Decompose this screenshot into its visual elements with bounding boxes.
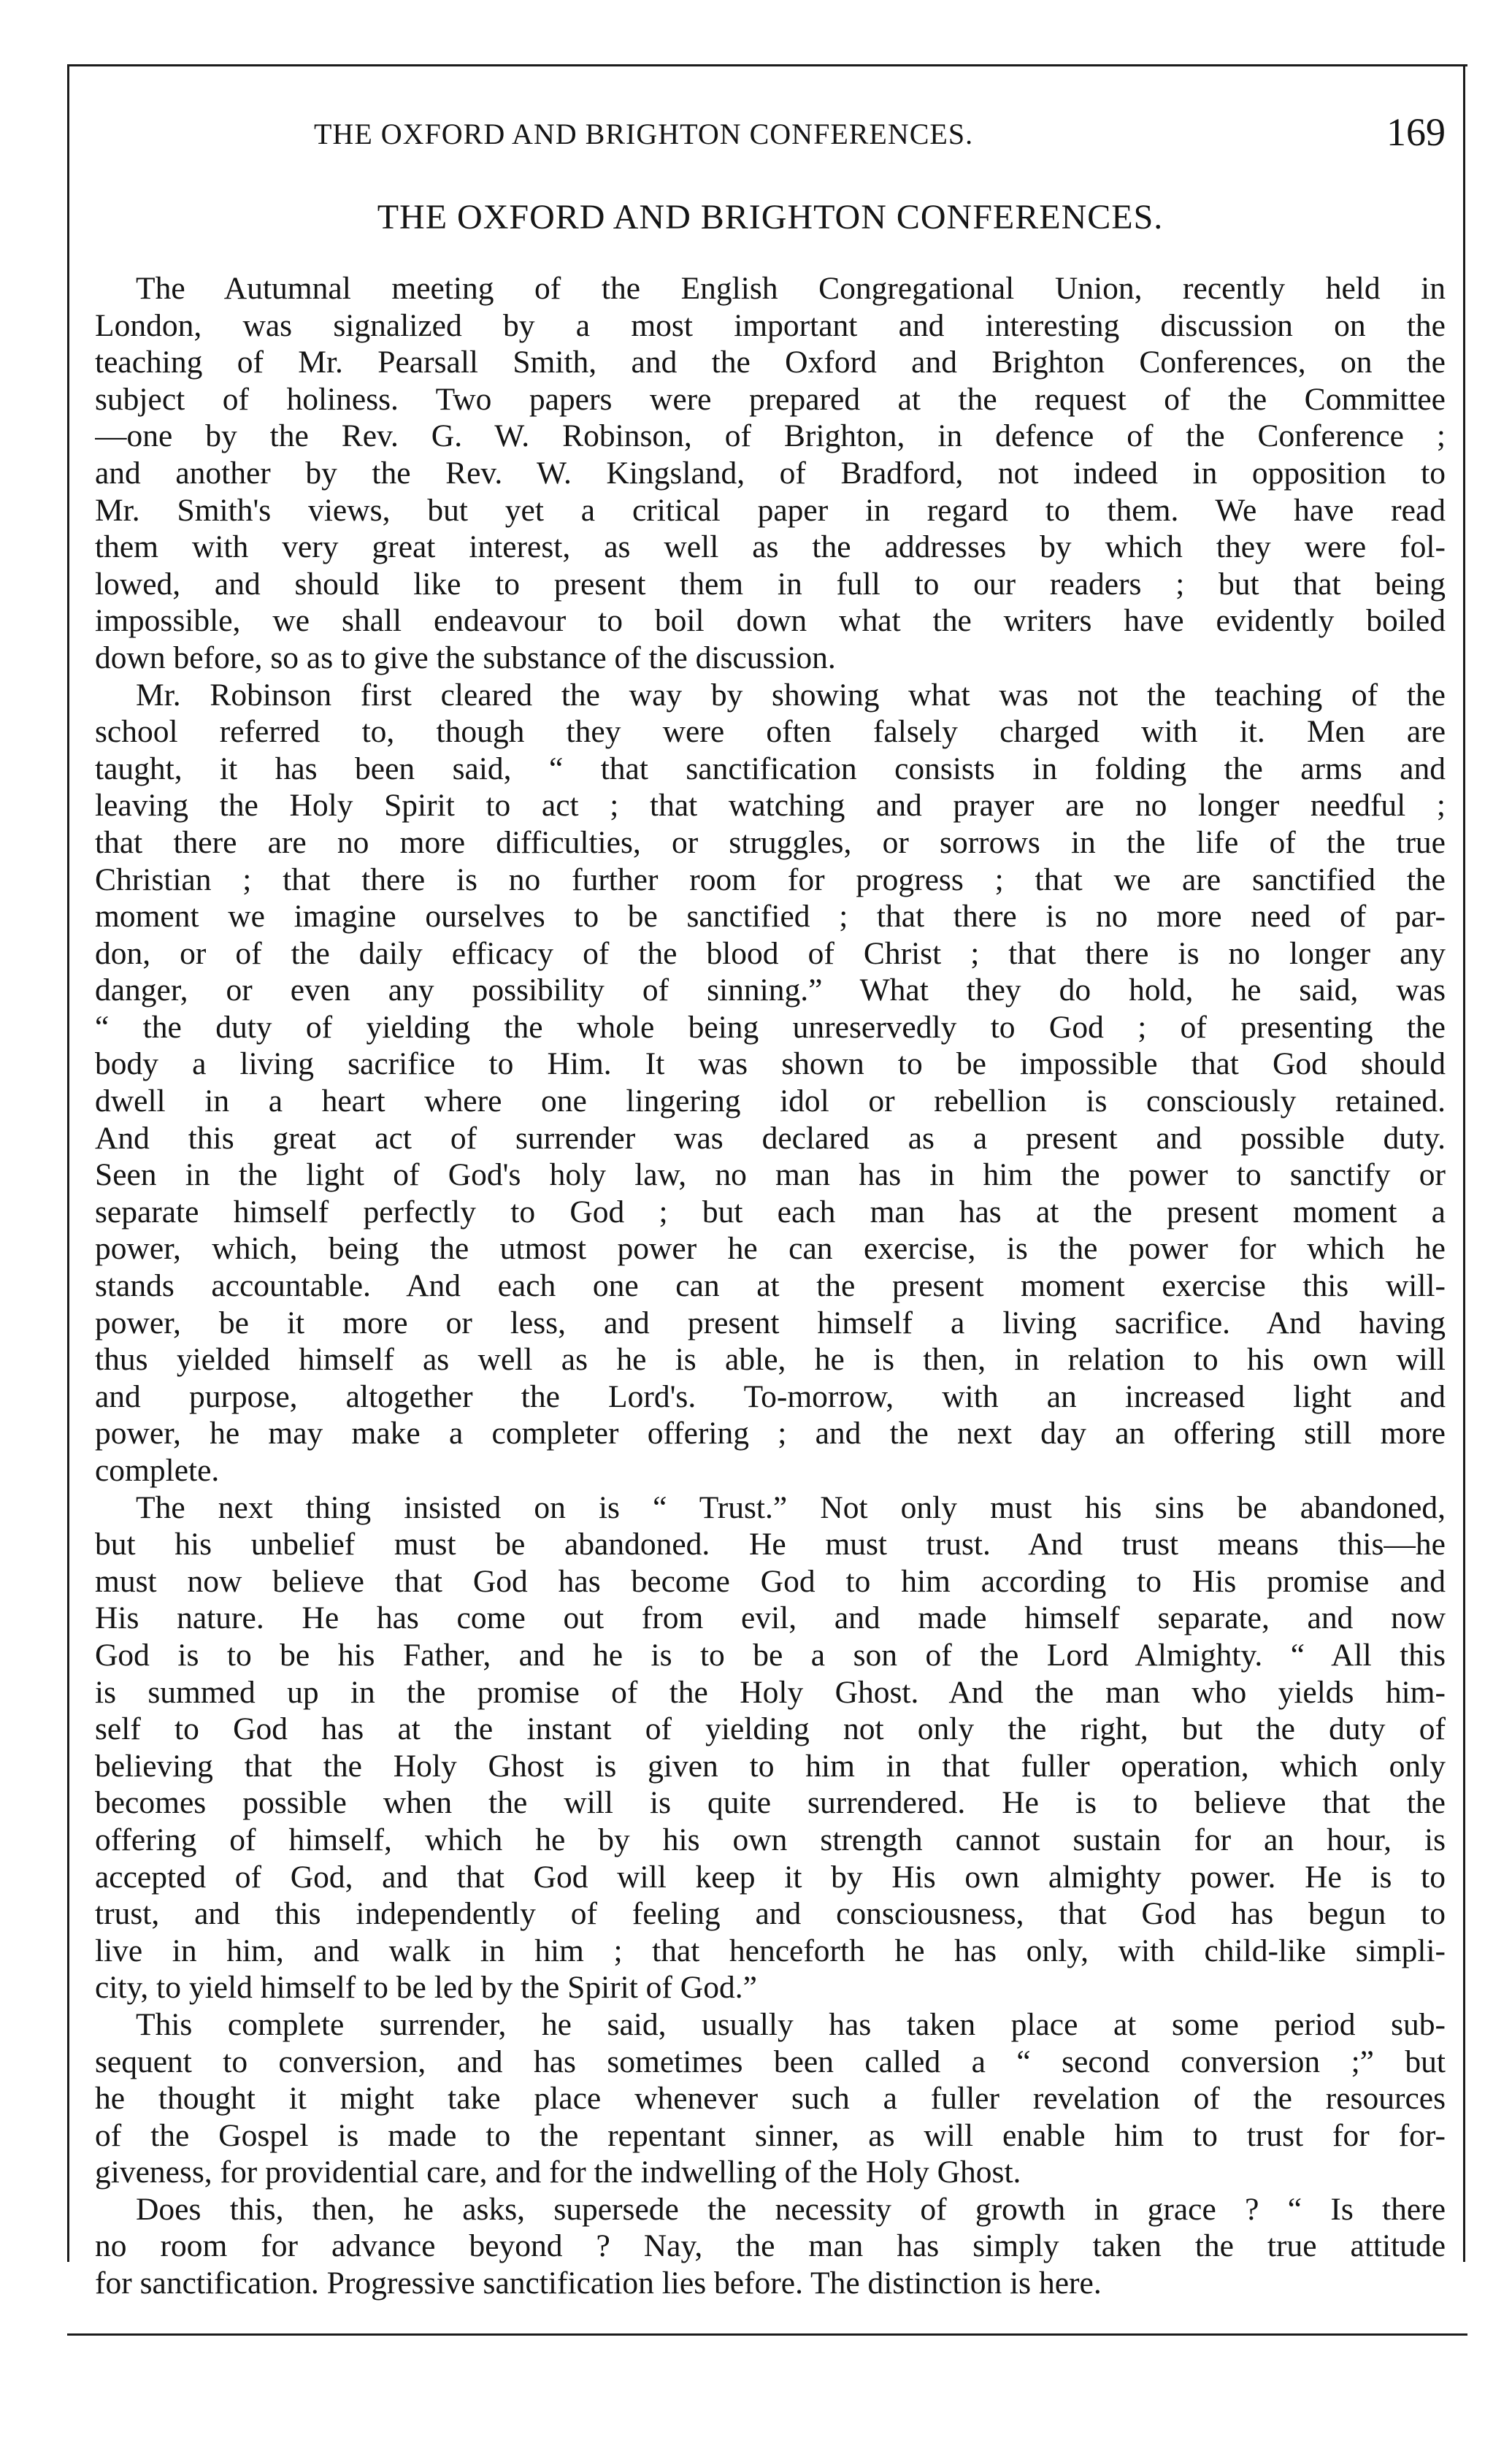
text-line: impossible, we shall endeavour to boil down what the writers have evidently boiled	[95, 603, 1446, 639]
text-line: school referred to, though they were often falsely charged with it. Men are	[95, 714, 1446, 750]
article-body	[95, 270, 1446, 2302]
paragraph	[95, 2191, 1446, 2302]
text-line: subject of holiness. Two papers were prepared at the request of the Committee	[95, 381, 1446, 417]
text-line: sequent to conversion, and has sometimes been called a “ second conversion ;” but	[95, 2044, 1446, 2079]
text-line: —one by the Rev. G. W. Robinson, of Brighton, in defence of the Conference ;	[95, 418, 1446, 454]
paragraph	[95, 270, 1446, 677]
left-rule	[67, 64, 69, 2262]
running-title: THE OXFORD AND BRIGHTON CONFERENCES.	[314, 118, 974, 150]
text-line: London, was signalized by a most important and interesting discussion on the	[95, 307, 1446, 343]
text-line: Mr. Smith's views, but yet a critical paper in regard to them. We have read	[95, 492, 1446, 528]
top-rule	[67, 64, 1467, 66]
text-line: self to God has at the instant of yielding not only the right, but the duty of	[95, 1711, 1446, 1747]
text-line: believing that the Holy Ghost is given to him in that fuller operation, which only	[95, 1748, 1446, 1784]
text-line: power, which, being the utmost power he can exercise, is the power for which he	[95, 1231, 1446, 1267]
text-line: Seen in the light of God's holy law, no man has in him the power to sanctify or	[95, 1157, 1446, 1193]
text-line: power, be it more or less, and present himself a living sacrifice. And having	[95, 1305, 1446, 1340]
bottom-rule	[67, 2333, 1467, 2336]
text-line: moment we imagine ourselves to be sanctified ; that there is no more need of par-	[95, 899, 1446, 935]
text-line: trust, and this independently of feeling and consciousness, that God has begun to	[95, 1896, 1446, 1932]
text-line: no room for advance beyond ? Nay, the man has simply taken the true attitude	[95, 2228, 1446, 2264]
text-line: must now believe that God has become God to him according to His promise and	[95, 1563, 1446, 1599]
text-line: body a living sacrifice to Him. It was shown to be impossible that God should	[95, 1046, 1446, 1082]
text-line: separate himself perfectly to God ; but each man has at the present moment a	[95, 1194, 1446, 1230]
text-line: teaching of Mr. Pearsall Smith, and the Oxford and Brighton Conferences, on the	[95, 345, 1446, 380]
text-line: danger, or even any possibility of sinning.” What they do hold, he said, was	[95, 973, 1446, 1008]
text-line: taught, it has been said, “ that sanctification consists in folding the arms and	[95, 751, 1446, 786]
text-line: but his unbelief must be abandoned. He must trust. And trust means this—he	[95, 1527, 1446, 1562]
paragraph	[95, 2006, 1446, 2191]
text-line: down before, so as to give the substance of the discussion.	[95, 640, 836, 675]
text-line: Does this, then, he asks, supersede the necessity of growth in grace ? “ Is there	[136, 2191, 1446, 2227]
text-line: complete.	[95, 1453, 220, 1488]
text-line: becomes possible when the will is quite surrendered. He is to believe that the	[95, 1785, 1446, 1821]
text-line: them with very great interest, as well as the addresses by which they were fol-	[95, 529, 1446, 565]
article-title: THE OXFORD AND BRIGHTON CONFERENCES.	[377, 198, 1164, 237]
text-line: The Autumnal meeting of the English Congregational Union, recently held in	[136, 271, 1446, 306]
text-line: Christian ; that there is no further room for progress ; that we are sanctified the	[95, 862, 1446, 897]
running-head	[95, 110, 1446, 161]
text-line: Mr. Robinson first cleared the way by showing what was not the teaching of the	[136, 677, 1446, 713]
text-line: “ the duty of yielding the whole being unreservedly to God ; of presenting the	[95, 1009, 1446, 1045]
text-line: he thought it might take place whenever such a fuller revelation of the resources	[95, 2081, 1446, 2117]
text-line: city, to yield himself to be led by the Spirit of God.”	[95, 1970, 757, 2006]
text-line: And this great act of surrender was declared as a present and possible duty.	[95, 1120, 1446, 1156]
text-line: for sanctification. Progressive sanctification lies before. The distinction is here.	[95, 2266, 1102, 2301]
right-rule	[1463, 64, 1465, 2262]
paragraph	[95, 1489, 1446, 2006]
text-line: don, or of the daily efficacy of the blood of Christ ; that there is no longer any	[95, 935, 1446, 971]
text-line: leaving the Holy Spirit to act ; that watching and prayer are no longer needful ;	[95, 788, 1446, 824]
text-line: dwell in a heart where one lingering idol or rebellion is consciously retained.	[95, 1083, 1446, 1119]
text-line: is summed up in the promise of the Holy Ghost. And the man who yields him-	[95, 1674, 1446, 1710]
text-line: power, he may make a completer offering ; and the next day an offering still more	[95, 1416, 1446, 1451]
text-line: This complete surrender, he said, usually has taken place at some period sub-	[136, 2006, 1446, 2042]
text-line: lowed, and should like to present them in full to our readers ; but that being	[95, 566, 1446, 602]
text-line: God is to be his Father, and he is to be a son of the Lord Almighty. “ All this	[95, 1637, 1446, 1673]
text-line: stands accountable. And each one can at the present moment exercise this will-	[95, 1268, 1446, 1304]
text-line: offering of himself, which he by his own strength cannot sustain for an hour, is	[95, 1822, 1446, 1857]
text-line: The next thing insisted on is “ Trust.” Not only must his sins be abandoned,	[136, 1489, 1446, 1525]
text-line: His nature. He has come out from evil, and made himself separate, and now	[95, 1600, 1446, 1636]
paragraph	[95, 677, 1446, 1489]
text-line: that there are no more difficulties, or struggles, or sorrows in the life of the true	[95, 824, 1446, 860]
page-number: 169	[1386, 110, 1446, 154]
text-line: and another by the Rev. W. Kingsland, of Bradford, not indeed in opposition to	[95, 455, 1446, 491]
text-line: live in him, and walk in him ; that henceforth he has only, with child-like simpli-	[95, 1933, 1446, 1968]
text-line: giveness, for providential care, and for the indwelling of the Holy Ghost.	[95, 2155, 1021, 2190]
text-line: and purpose, altogether the Lord's. To-morrow, with an increased light and	[95, 1378, 1446, 1414]
text-line: of the Gospel is made to the repentant sinner, as will enable him to trust for for-	[95, 2117, 1446, 2153]
text-line: thus yielded himself as well as he is able, he is then, in relation to his own will	[95, 1342, 1446, 1378]
text-line: accepted of God, and that God will keep it by His own almighty power. He is to	[95, 1859, 1446, 1895]
